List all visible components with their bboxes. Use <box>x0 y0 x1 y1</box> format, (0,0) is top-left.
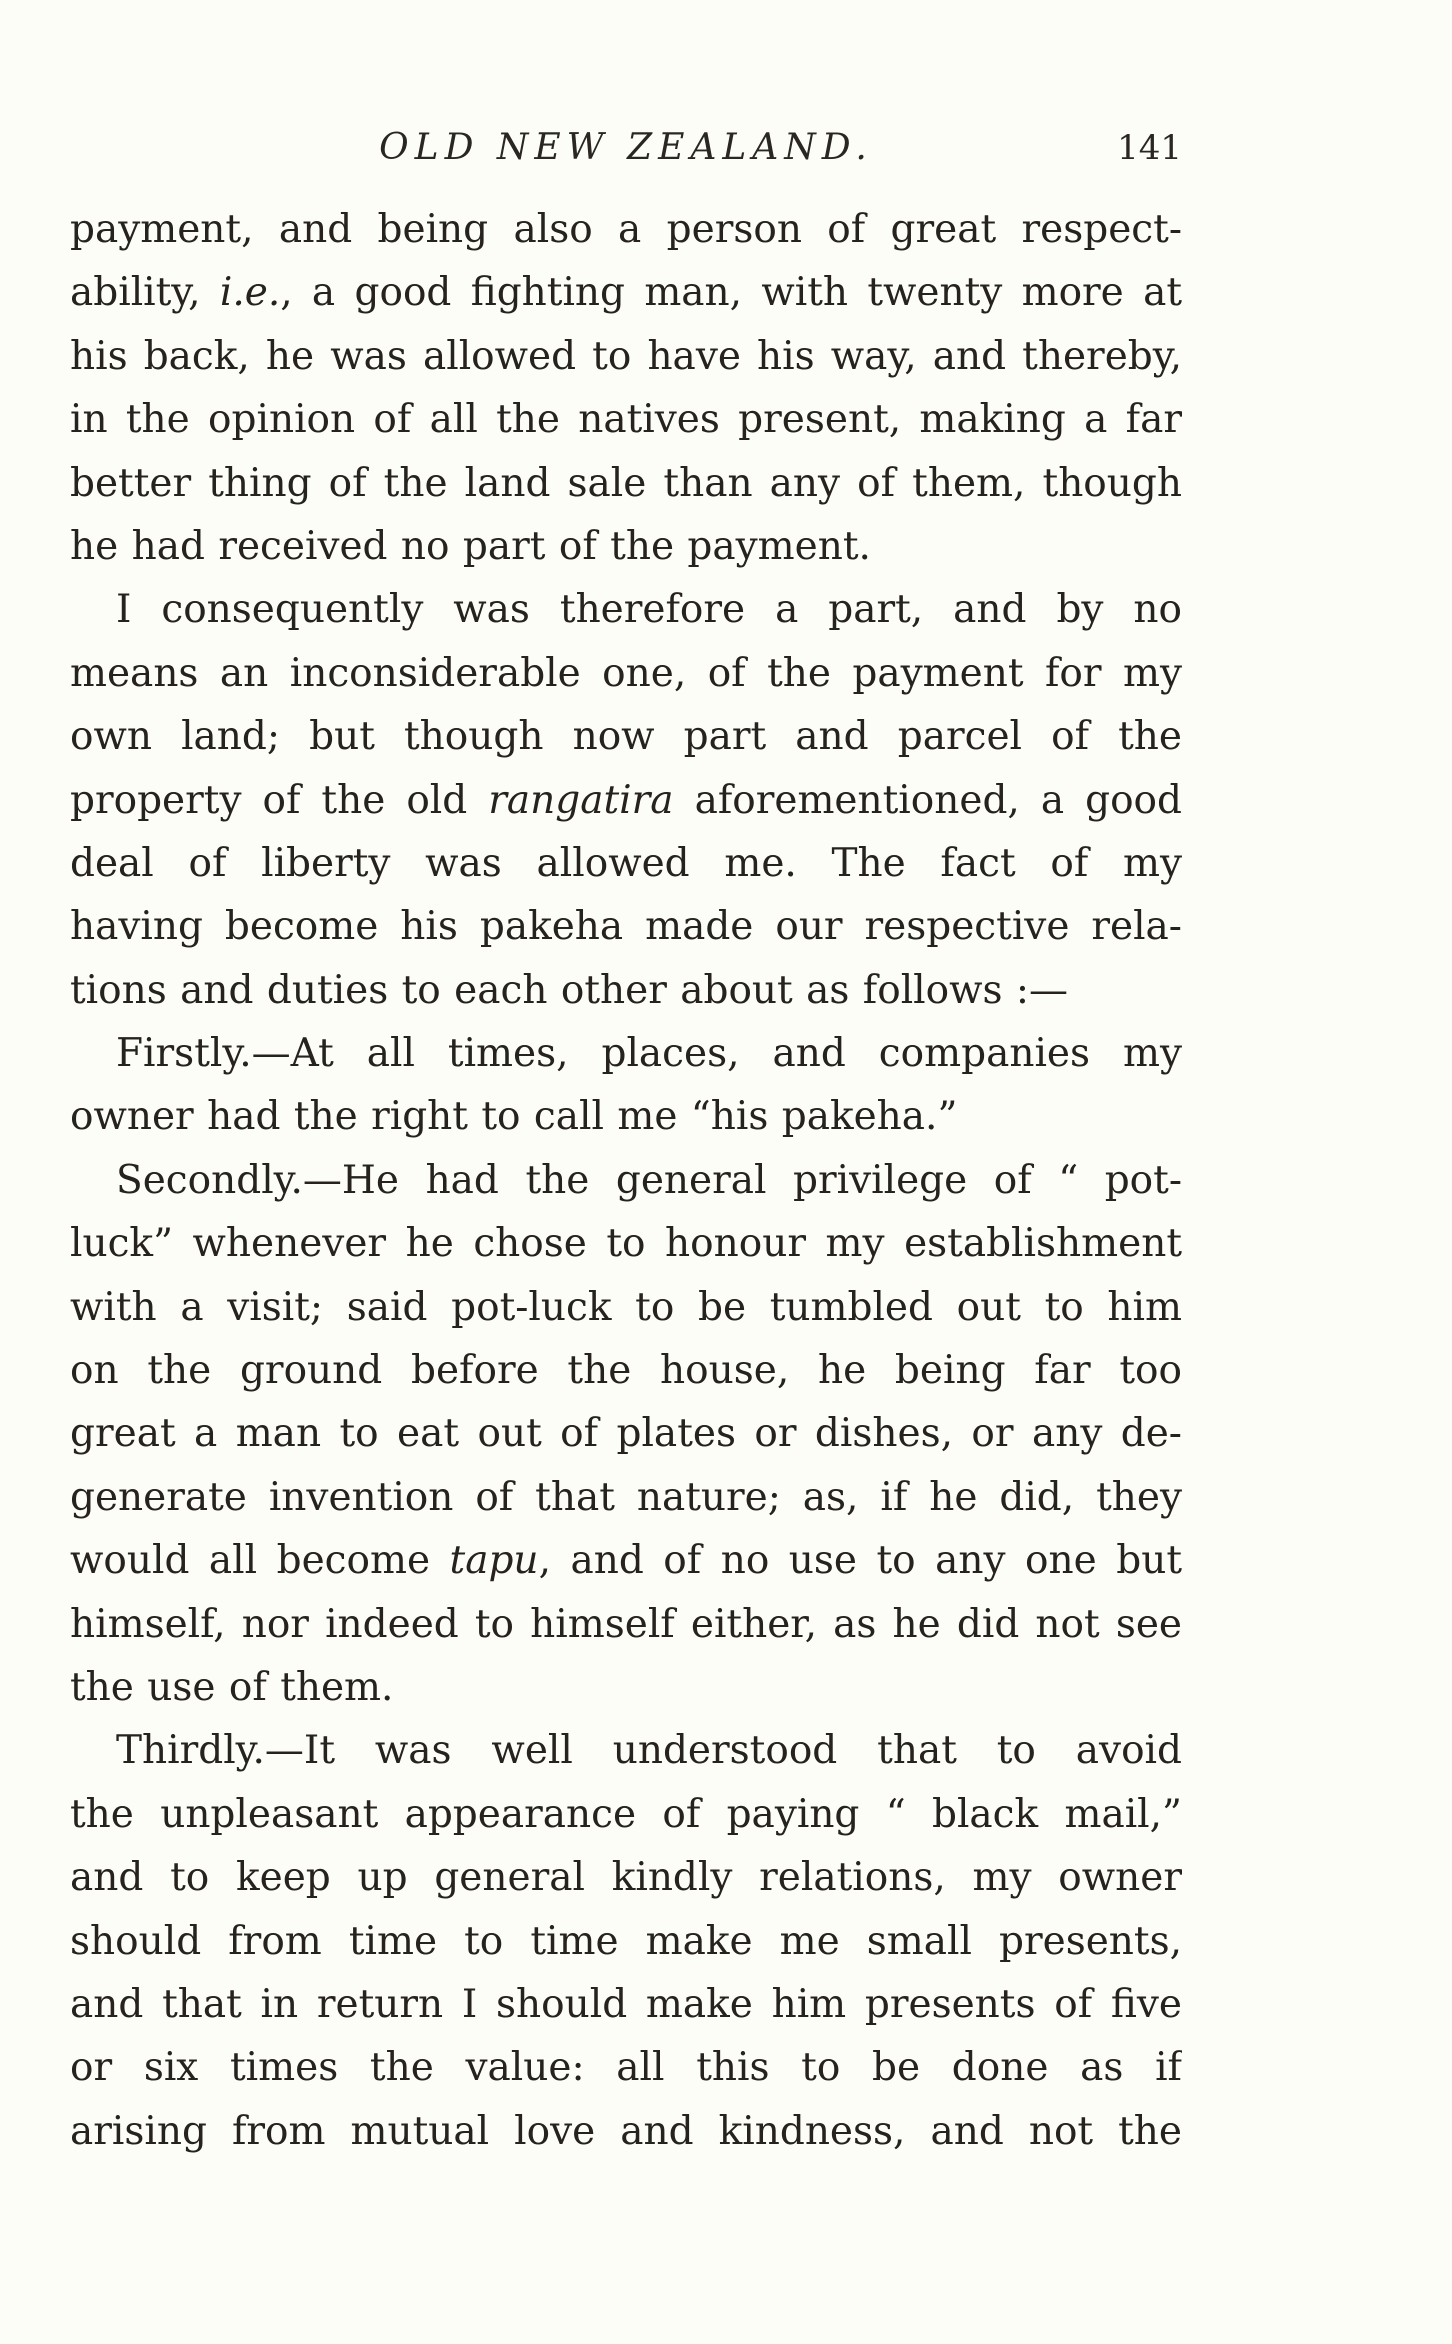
text-line: great a man to eat out of plates or dishes, or any de- <box>70 1411 1182 1457</box>
text-line: property of the old rangatira aforementioned, a good <box>70 777 1182 823</box>
text-line: I consequently was therefore a part, and by no <box>116 587 1182 633</box>
text-line: in the opinion of all the natives present, making a far <box>70 397 1182 443</box>
running-title: OLD NEW ZEALAND. <box>379 127 873 168</box>
text-line: Firstly.—At all times, places, and companies my <box>116 1031 1182 1077</box>
text-line: should from time to time make me small presents, <box>70 1918 1182 1964</box>
text-line: himself, nor indeed to himself either, as he did not see <box>70 1601 1182 1647</box>
page-number: 141 <box>1117 128 1182 168</box>
text-line: would all become tapu, and of no use to any one but <box>70 1538 1182 1584</box>
paragraph <box>70 198 1182 578</box>
text-line: on the ground before the house, he being far too <box>70 1348 1182 1394</box>
text-line: the unpleasant appearance of paying “ black mail,” <box>70 1791 1182 1837</box>
italic-term: tapu <box>449 1538 539 1584</box>
paragraph <box>70 1149 1182 1720</box>
text-line: deal of liberty was allowed me. The fact of my <box>70 840 1182 886</box>
italic-term: i.e. <box>219 270 281 316</box>
running-head <box>70 118 1182 178</box>
body-text <box>70 198 1182 2163</box>
text-line: owner had the right to call me “his pakeha.” <box>70 1094 958 1140</box>
text-line: and to keep up general kindly relations, my owner <box>70 1855 1182 1901</box>
text-line: he had received no part of the payment. <box>70 523 871 569</box>
text-line: arising from mutual love and kindness, and not the <box>70 2108 1182 2154</box>
text-line: with a visit; said pot-luck to be tumbled out to him <box>70 1284 1182 1330</box>
text-line: having become his pakeha made our respective rela- <box>70 904 1182 950</box>
text-line: luck” whenever he chose to honour my establishment <box>70 1221 1182 1267</box>
italic-term: rangatira <box>488 777 674 823</box>
text-line: better thing of the land sale than any of them, though <box>70 460 1182 506</box>
text-line: own land; but though now part and parcel of the <box>70 714 1182 760</box>
paragraph <box>70 1022 1182 1149</box>
text-line: Secondly.—He had the general privilege of “ pot- <box>116 1157 1182 1203</box>
text-line: means an inconsiderable one, of the payment for my <box>70 650 1182 696</box>
paragraph <box>70 578 1182 1022</box>
text-line: payment, and being also a person of great respect- <box>70 207 1182 252</box>
text-line: tions and duties to each other about as follows :— <box>70 967 1069 1013</box>
paragraph <box>70 1719 1182 2163</box>
text-line: ability, i.e., a good fighting man, with twenty more at <box>70 270 1182 316</box>
text-line: or six times the value: all this to be done as if <box>70 2045 1182 2091</box>
text-line: the use of them. <box>70 1664 394 1710</box>
text-line: his back, he was allowed to have his way, and thereby, <box>70 333 1182 379</box>
text-line: Thirdly.—It was well understood that to avoid <box>116 1728 1182 1774</box>
text-line: generate invention of that nature; as, if he did, they <box>70 1474 1182 1520</box>
text-line: and that in return I should make him presents of five <box>70 1981 1182 2027</box>
